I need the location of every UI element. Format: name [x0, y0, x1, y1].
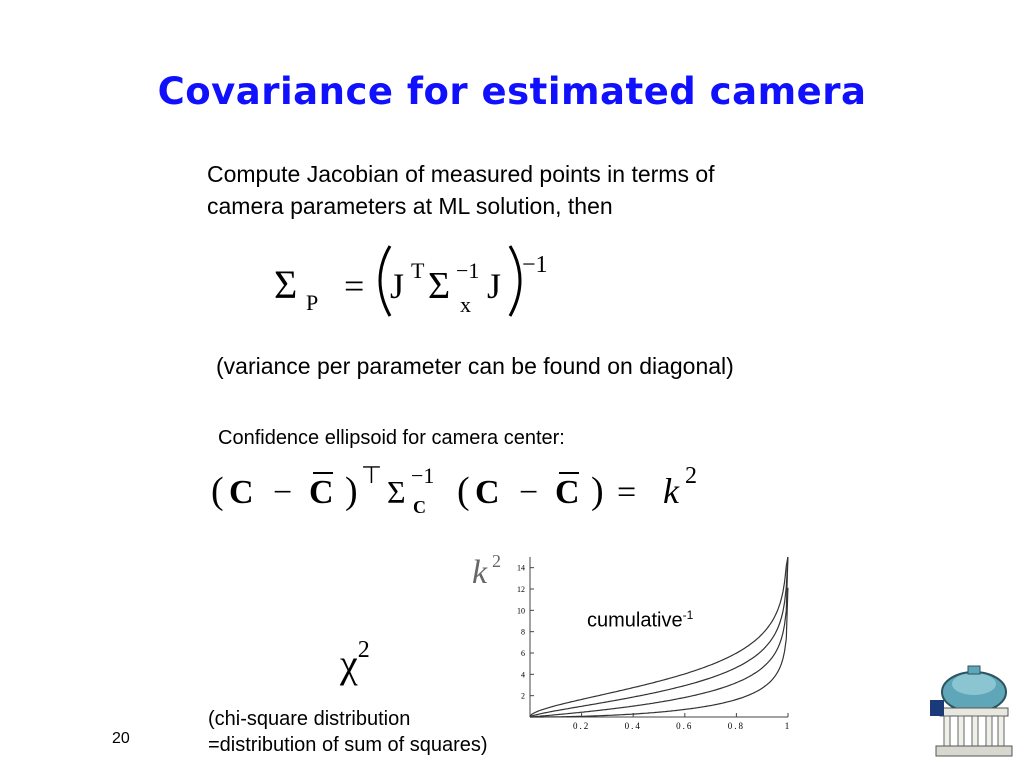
- dome-building-icon: [928, 662, 1018, 762]
- chart-y-tick-label: 4: [521, 670, 525, 680]
- f2-sigma: Σ: [387, 474, 406, 510]
- page-number: 20: [112, 730, 130, 747]
- chart-x-tick-label: 0.6: [676, 721, 694, 731]
- chi-symbol: χ: [340, 641, 358, 686]
- chart-x-tick-label: 0.4: [624, 721, 642, 731]
- intro-line-2: camera parameters at ML solution, then: [207, 193, 613, 219]
- formula-right-paren: [510, 246, 520, 316]
- chart-series-line: [530, 557, 788, 717]
- f2-c2: C: [475, 474, 500, 511]
- f2-close1: ): [345, 470, 358, 512]
- formula-left-paren: [380, 246, 390, 316]
- cumulative-label-sup: -1: [682, 608, 694, 622]
- chart-y-tick-label: 2: [521, 691, 525, 701]
- formula-sup-inv: −1: [456, 258, 480, 283]
- formula-equals: =: [344, 266, 365, 306]
- chart-x-tick-label: 1: [784, 721, 792, 731]
- f2-open1: (: [211, 470, 224, 512]
- chi-sup: 2: [357, 636, 370, 663]
- f2-cbar2: C: [555, 474, 580, 511]
- f2-sub-c: C: [413, 497, 426, 517]
- f2-cbar1: C: [309, 474, 334, 511]
- chart-y-tick-label: 6: [521, 649, 525, 658]
- formula-sigma: Σ: [274, 262, 298, 307]
- chi-note-line-1: (chi-square distribution: [208, 708, 411, 730]
- cumulative-label-text: cumulative: [587, 609, 683, 632]
- chart-y-tick-label: 14: [517, 563, 525, 573]
- slide-title: Covariance for estimated camera: [157, 70, 867, 113]
- chart-x-tick-label: 0.2: [572, 721, 591, 731]
- variance-note: (variance per parameter can be found on diagonal): [216, 353, 734, 379]
- ellipsoid-label: Confidence ellipsoid for camera center:: [218, 427, 565, 449]
- f2-close2: ): [591, 470, 604, 512]
- formula-sub-x: x: [460, 292, 471, 317]
- chi-note: [208, 706, 488, 758]
- chart-ylabel-sup: 2: [492, 551, 501, 571]
- formula-sigma2: Σ: [428, 265, 451, 307]
- f2-c1: C: [229, 474, 254, 511]
- chart-y-tick-label: 12: [517, 585, 525, 594]
- chart-x-tick-label: 0.8: [727, 721, 746, 731]
- formula-sub-p: P: [306, 290, 319, 315]
- chi-square-symbol: [340, 636, 370, 687]
- ellipsoid-formula: [205, 455, 725, 525]
- formula-j2: J: [487, 266, 502, 306]
- f2-minus1: −: [273, 474, 293, 511]
- chart-ylabel-k: k: [472, 554, 488, 591]
- covariance-formula: [270, 238, 570, 328]
- cumulative-label: [587, 608, 693, 633]
- inverse-cumulative-chart: [468, 545, 800, 735]
- chi-note-line-2: =distribution of sum of squares): [208, 734, 488, 756]
- f2-open2: (: [457, 470, 470, 512]
- f2-transpose: ⊤: [361, 463, 382, 489]
- chart-y-tick-label: 8: [521, 627, 525, 637]
- f2-equals: =: [617, 474, 637, 511]
- formula-sup-outer: −1: [522, 252, 548, 278]
- formula-sup-t: T: [411, 258, 425, 283]
- formula-j1: J: [390, 266, 405, 306]
- f2-minus2: −: [519, 474, 539, 511]
- f2-sup-inv: −1: [411, 463, 435, 488]
- chart-series: [530, 557, 788, 717]
- f2-k: k: [663, 471, 679, 511]
- chart-series-line: [530, 557, 788, 717]
- intro-line-1: Compute Jacobian of measured points in terms of: [207, 161, 715, 187]
- chart-y-tick-label: 10: [517, 606, 525, 616]
- f2-k-sup: 2: [685, 463, 697, 489]
- intro-text: [207, 158, 715, 222]
